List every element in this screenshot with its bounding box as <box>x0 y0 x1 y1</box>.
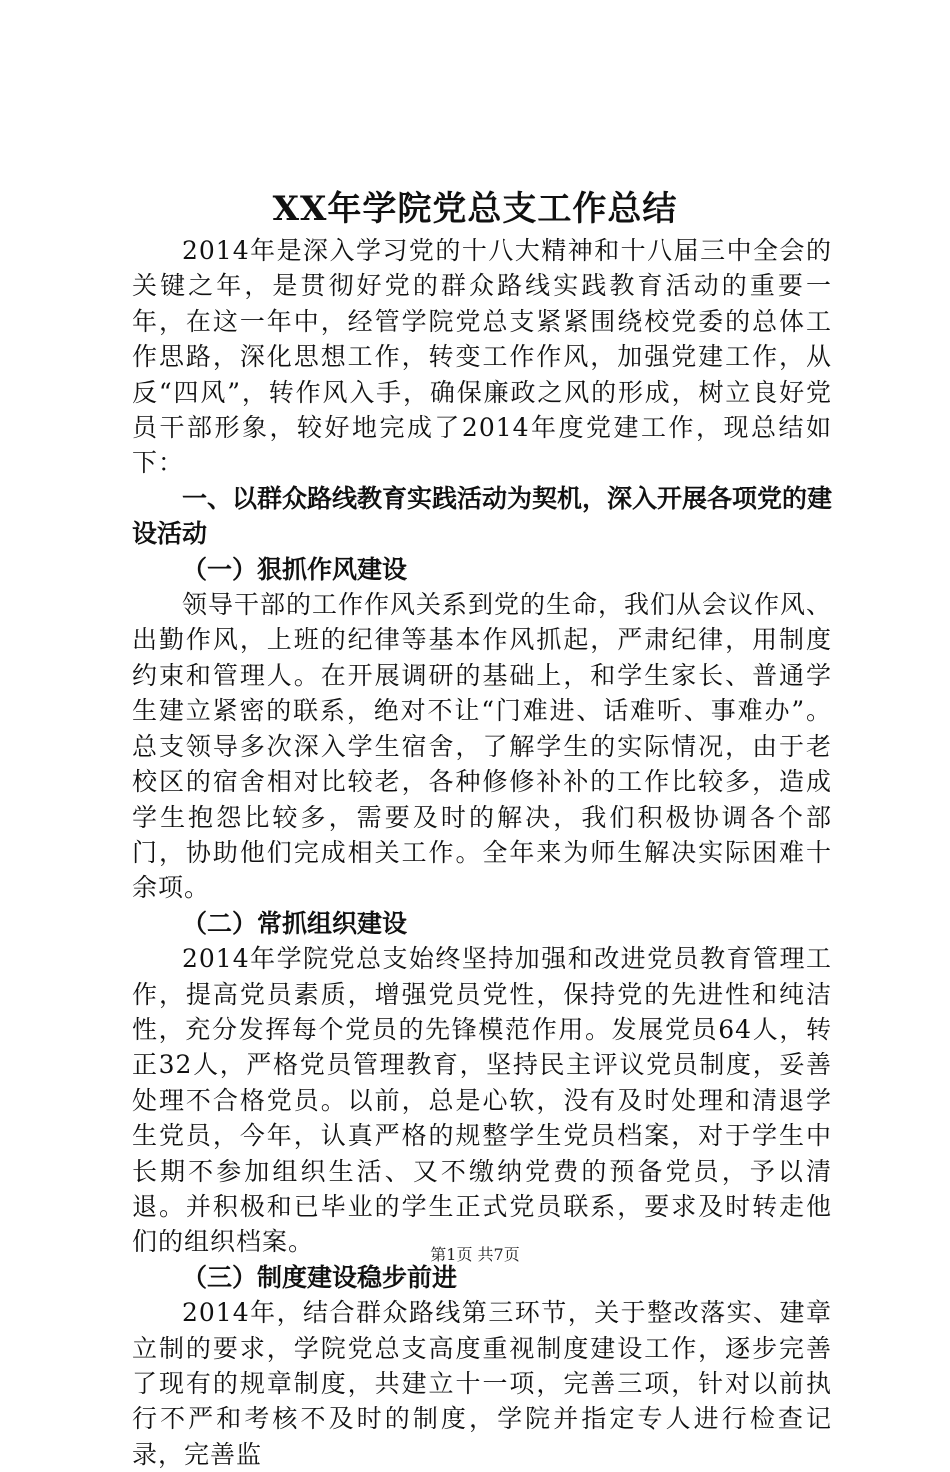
subsection-2-paragraph: 2014年学院党总支始终坚持加强和改进党员教育管理工作，提高党员素质，增强党员党性，保持党的先进性和纯洁性，充分发挥每个党员的先锋模范作用。发展党员64人，转正32人，严格党员管理教育，坚持民主评议党员制度，妥善处理不合格党员。以前，总是心软，没有及时处理和清退学生党员，今年，认真严格的规整学生党员档案，对于学生中长期不参加组织生活、又不缴纳党费的预备党员，予以清退。并积极和已毕业的学生正式党员联系，要求及时转走他们的组织档案。 <box>132 944 832 1257</box>
subsection-3-heading: （三）制度建设稳步前进 <box>182 1262 458 1292</box>
document-title: XX年学院党总支工作总结 <box>272 189 678 229</box>
subsection-1-heading: （一）狠抓作风建设 <box>182 554 408 584</box>
page-number-footer: 第1页 共7页 <box>430 1245 520 1264</box>
subsection-2-heading: （二）常抓组织建设 <box>182 908 408 938</box>
section-1-heading: 一、以群众路线教育实践活动为契机，深入开展各项党的建设活动 <box>132 483 833 549</box>
document-body <box>132 233 832 1472</box>
subsection-3-paragraph: 2014年，结合群众路线第三环节，关于整改落实、建章立制的要求，学院党总支高度重视制度建设工作，逐步完善了现有的规章制度，共建立十一项，完善三项，针对以前执行不严和考核不及时的制度，学院并指定专人进行检查记录，完善监 <box>132 1298 832 1469</box>
intro-paragraph: 2014年是深入学习党的十八大精神和十八届三中全会的关键之年，是贯彻好党的群众路线实践教育活动的重要一年，在这一年中，经管学院党总支紧紧围绕校党委的总体工作思路，深化思想工作，转变工作作风，加强党建工作，从反“四风”，转作风入手，确保廉政之风的形成，树立良好党员干部形象，较好地完成了2014年度党建工作，现总结如下： <box>132 236 832 478</box>
subsection-1-paragraph: 领导干部的工作作风关系到党的生命，我们从会议作风、出勤作风，上班的纪律等基本作风抓起，严肃纪律，用制度约束和管理人。在开展调研的基础上，和学生家长、普通学生建立紧密的联系，绝对不让“门难进、话难听、事难办”。总支领导多次深入学生宿舍，了解学生的实际情况，由于老校区的宿舍相对比较老，各种修修补补的工作比较多，造成学生抱怨比较多，需要及时的解决，我们积极协调各个部门，协助他们完成相关工作。全年来为师生解决实际困难十余项。 <box>132 590 833 903</box>
